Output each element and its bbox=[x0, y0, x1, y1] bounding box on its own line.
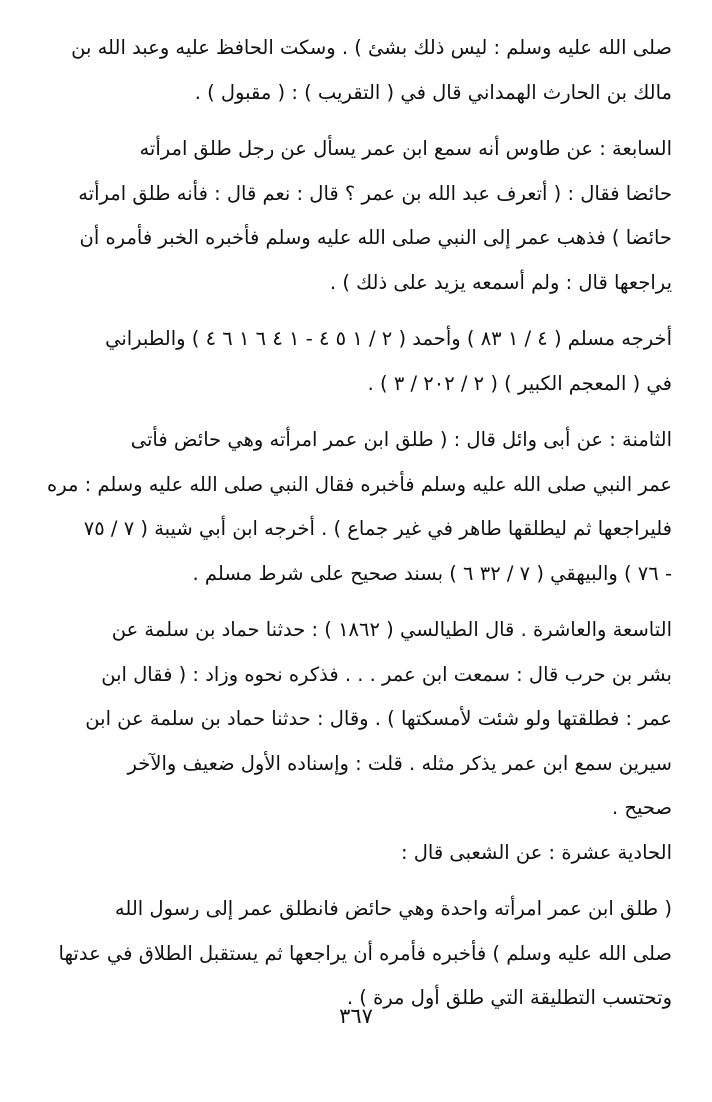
paragraph-6 bbox=[40, 831, 672, 876]
paragraph-2 bbox=[40, 127, 672, 305]
page-body bbox=[40, 26, 672, 1021]
text-line: حائضا فقال : ( أتعرف عبد الله بن عمر ؟ قال : نعم قال : فأنه طلق امرأته bbox=[78, 181, 672, 205]
text-line: ( طلق ابن عمر امرأته واحدة وهي حائض فانطلق عمر إلى رسول الله bbox=[114, 897, 672, 920]
text-line: السابعة : عن طاوس أنه سمع ابن عمر يسأل عن رجل طلق امرأته bbox=[139, 137, 672, 160]
text-line: فليراجعها ثم ليطلقها طاهر في غير جماع ) . أخرجه ابن أبي شيبة ( ٧ / ٧٥ bbox=[83, 517, 672, 540]
paragraph-4 bbox=[40, 418, 672, 596]
paragraph-3 bbox=[40, 317, 672, 406]
page-number: ٣٦٧ bbox=[339, 1004, 373, 1028]
text-line: مالك بن الحارث الهمداني قال في ( التقريب ) : ( مقبول ) . bbox=[194, 80, 672, 104]
text-line: - ٧٦ ) والبيهقي ( ٧ / ٣٢ ٦ ) بسند صحيح على شرط مسلم . bbox=[192, 561, 672, 585]
text-line: صلى الله عليه وسلم ) فأخبره فأمره أن يراجعها ثم يستقبل الطلاق في عدتها bbox=[58, 941, 672, 965]
text-line: صلى الله عليه وسلم : ليس ذلك بشئ ) . وسكت الحافظ عليه وعبد الله بن bbox=[71, 36, 672, 59]
paragraph-7 bbox=[40, 887, 672, 1021]
text-line: عمر : فطلقتها ولو شئت لأمسكتها ) . وقال : حدثنا حماد بن سلمة عن ابن bbox=[85, 707, 672, 730]
text-line: سيرين سمع ابن عمر يذكر مثله . قلت : وإسناده الأول ضعيف والآخر bbox=[127, 751, 672, 775]
text-line: صحيح . bbox=[611, 796, 672, 819]
text-line: التاسعة والعاشرة . قال الطيالسي ( ١٨٦٢ ) : حدثنا حماد بن سلمة عن bbox=[111, 618, 672, 641]
text-line: في ( المعجم الكبير ) ( ٢ / ٢٠٢ / ٣ ) . bbox=[367, 371, 672, 395]
text-line: يراجعها قال : ولم أسمعه يزيد على ذلك ) . bbox=[329, 270, 672, 294]
paragraph-5 bbox=[40, 608, 672, 831]
paragraph-1 bbox=[40, 26, 672, 115]
text-line: أخرجه مسلم ( ٤ / ١ ٨٣ ) وأحمد ( ٢ / ١ ٥ ٤ - ١ ٤ ٦ ١ ٦ ٤ ) والطبراني bbox=[105, 327, 672, 350]
text-line: بشر بن حرب قال : سمعت ابن عمر . . . فذكره نحوه وزاد : ( فقال ابن bbox=[101, 662, 672, 686]
text-line: الثامنة : عن أبى وائل قال : ( طلق ابن عمر امرأته وهي حائض فأتى bbox=[130, 428, 672, 451]
text-line: عمر النبي صلى الله عليه وسلم فأخبره فقال النبي صلى الله عليه وسلم : مره bbox=[47, 472, 672, 496]
text-line: وتحتسب التطليقة التي طلق أول مرة ) . bbox=[346, 986, 672, 1009]
text-line: الحادية عشرة : عن الشعبى قال : bbox=[400, 840, 672, 864]
text-line: حائضا ) فذهب عمر إلى النبي صلى الله عليه وسلم فأخبره الخبر فأمره أن bbox=[79, 226, 672, 249]
